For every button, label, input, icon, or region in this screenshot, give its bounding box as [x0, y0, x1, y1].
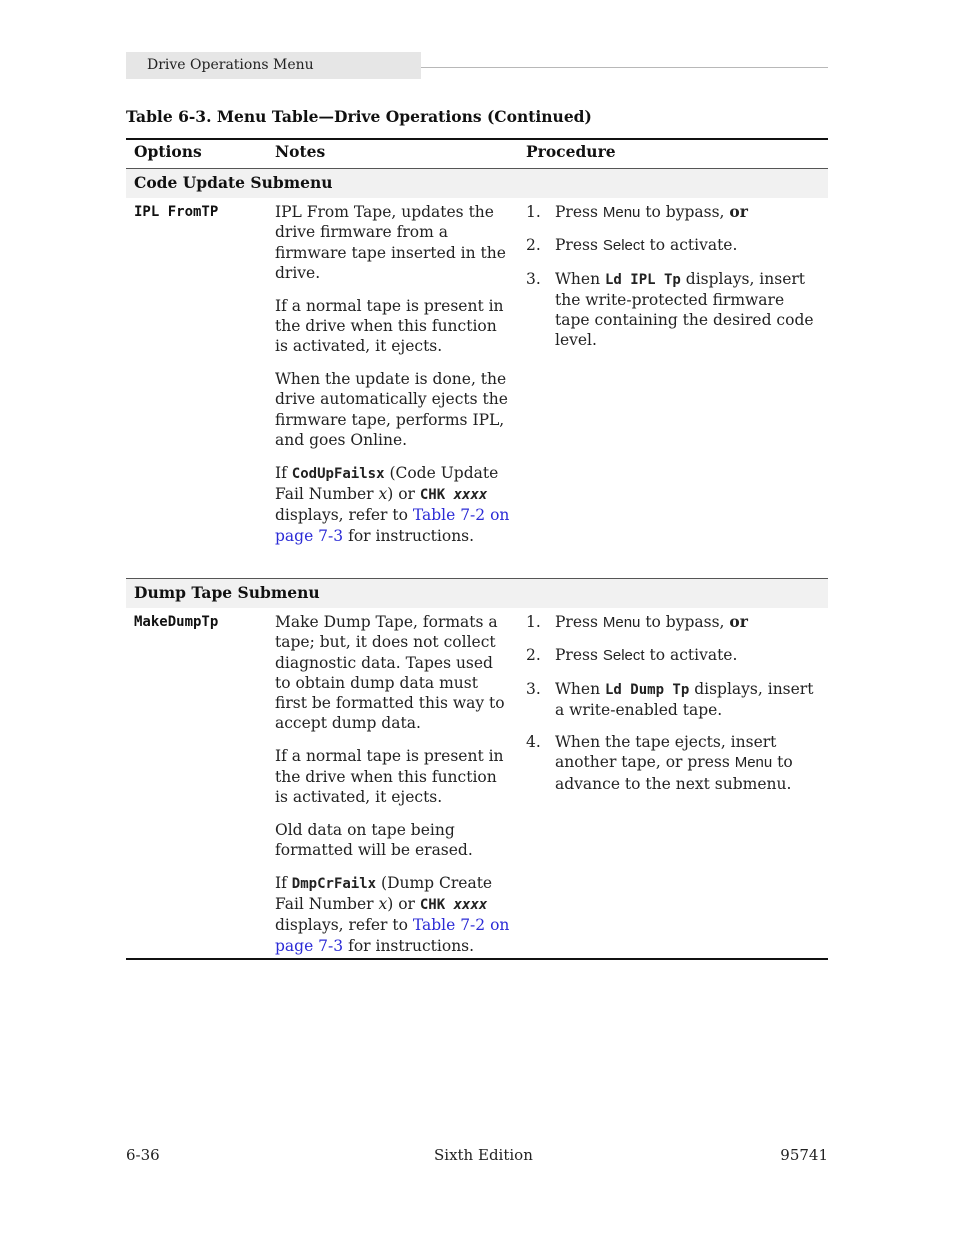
notes-makedumptp: [275, 612, 511, 968]
step-text: Press: [555, 646, 603, 665]
note-text: ) or: [387, 485, 420, 504]
note-paragraph: When the update is done, the drive automatically ejects the firmware tape, performs IPL, and goes Online.: [275, 370, 508, 449]
note-paragraph: Make Dump Tape, formats a tape; but, it does not collect diagnostic data. Tapes used to obtain dump data must first be formatted this way to accept dump data.: [275, 613, 505, 733]
note-paragraph: IPL From Tape, updates the drive firmware from a firmware tape inserted in the drive.: [275, 203, 506, 282]
note-paragraph: If a normal tape is present in the drive when this function is activated, it ejects.: [275, 296, 504, 356]
note-text: If: [275, 873, 292, 892]
message-code: Ld Dump Tp: [605, 681, 690, 698]
note-text: If: [275, 463, 292, 482]
message-code-variable: xxxx: [453, 487, 488, 504]
step-text: Press: [555, 613, 603, 631]
key-name: Menu: [602, 204, 641, 221]
procedure-step: [526, 202, 822, 223]
step-or: or: [729, 202, 748, 221]
edition: Sixth Edition: [434, 1146, 533, 1164]
step-text: to bypass,: [640, 203, 730, 221]
step-text: displays, insert the write-protected firmware tape containing the desired code level.: [555, 269, 814, 350]
table-title: Table 6-3. Menu Table—Drive Operations (Continued): [126, 107, 592, 126]
procedure-ipl-fromtp: [526, 202, 822, 363]
step-text: to advance to the next submenu.: [555, 753, 793, 793]
message-code: Ld IPL Tp: [605, 271, 681, 288]
option-makedumptp: MakeDumpTp: [134, 614, 219, 630]
note-text: for instructions.: [343, 526, 475, 545]
step-number: 3.: [526, 269, 541, 288]
step-number: 3.: [526, 679, 541, 698]
message-code-variable: xxxx: [453, 897, 488, 914]
step-text: Press: [555, 203, 603, 221]
note-text: ) or: [387, 895, 420, 914]
step-text: to bypass,: [640, 613, 730, 631]
key-name: Select: [602, 647, 645, 665]
key-name: Select: [602, 237, 645, 255]
note-text: (Dump Create Fail Number: [275, 873, 493, 914]
note-text: (Code Update Fail Number: [275, 463, 499, 504]
procedure-step: [526, 645, 822, 666]
step-text: to activate.: [644, 646, 738, 665]
note-text: displays, refer to: [275, 506, 413, 525]
message-code: CHK: [419, 897, 454, 914]
cross-reference-link[interactable]: Table 7-2 on page 7-3: [275, 506, 510, 545]
column-header-options: Options: [134, 142, 202, 161]
document-number: 95741: [780, 1146, 828, 1164]
section-code-update: Code Update Submenu: [126, 169, 828, 198]
step-number: 2.: [526, 646, 541, 665]
note-paragraph: If a normal tape is present in the drive when this function is activated, it ejects.: [275, 747, 504, 806]
procedure-step: [526, 732, 822, 794]
message-code: DmpCrFailx: [291, 875, 377, 892]
running-header: Drive Operations Menu: [126, 52, 421, 79]
note-paragraph: Old data on tape being formatted will be erased.: [275, 820, 473, 859]
note-text: for instructions.: [343, 936, 475, 955]
step-text: When the tape ejects, insert another tape, or press: [555, 733, 777, 772]
note-paragraph: [275, 463, 511, 546]
step-number: 2.: [526, 236, 541, 255]
note-text: displays, refer to: [275, 916, 413, 935]
variable-x: x: [378, 895, 388, 914]
key-name: Menu: [734, 754, 773, 772]
step-or: or: [729, 612, 748, 631]
step-text: When: [555, 679, 605, 698]
key-name: Menu: [602, 614, 641, 631]
procedure-step: [526, 235, 822, 256]
step-text: Press: [555, 236, 603, 255]
table-bottom-rule: [126, 958, 828, 960]
cross-reference-link[interactable]: Table 7-2 on page 7-3: [275, 916, 510, 955]
message-code: CodUpFailsx: [291, 465, 385, 482]
message-code: CHK: [419, 487, 454, 504]
procedure-step: [526, 269, 822, 351]
section-dump-tape: Dump Tape Submenu: [126, 579, 828, 608]
column-header-notes: Notes: [275, 142, 326, 161]
variable-x: x: [378, 485, 388, 504]
note-paragraph: [275, 873, 511, 956]
procedure-step: [526, 679, 822, 721]
header-rule: [421, 67, 828, 68]
step-text: to activate.: [644, 236, 738, 255]
procedure-step: [526, 612, 822, 633]
table-top-rule: [126, 138, 828, 140]
procedure-makedumptp: [526, 612, 822, 806]
step-number: 1.: [526, 613, 541, 631]
notes-ipl-fromtp: [275, 202, 511, 558]
page-number: 6-36: [126, 1146, 160, 1164]
option-ipl-fromtp: IPL FromTP: [134, 204, 219, 220]
step-text: When: [555, 269, 605, 288]
column-header-procedure: Procedure: [526, 142, 616, 161]
step-number: 1.: [526, 203, 541, 221]
step-text: displays, insert a write-enabled tape.: [555, 679, 814, 719]
step-number: 4.: [526, 733, 541, 752]
